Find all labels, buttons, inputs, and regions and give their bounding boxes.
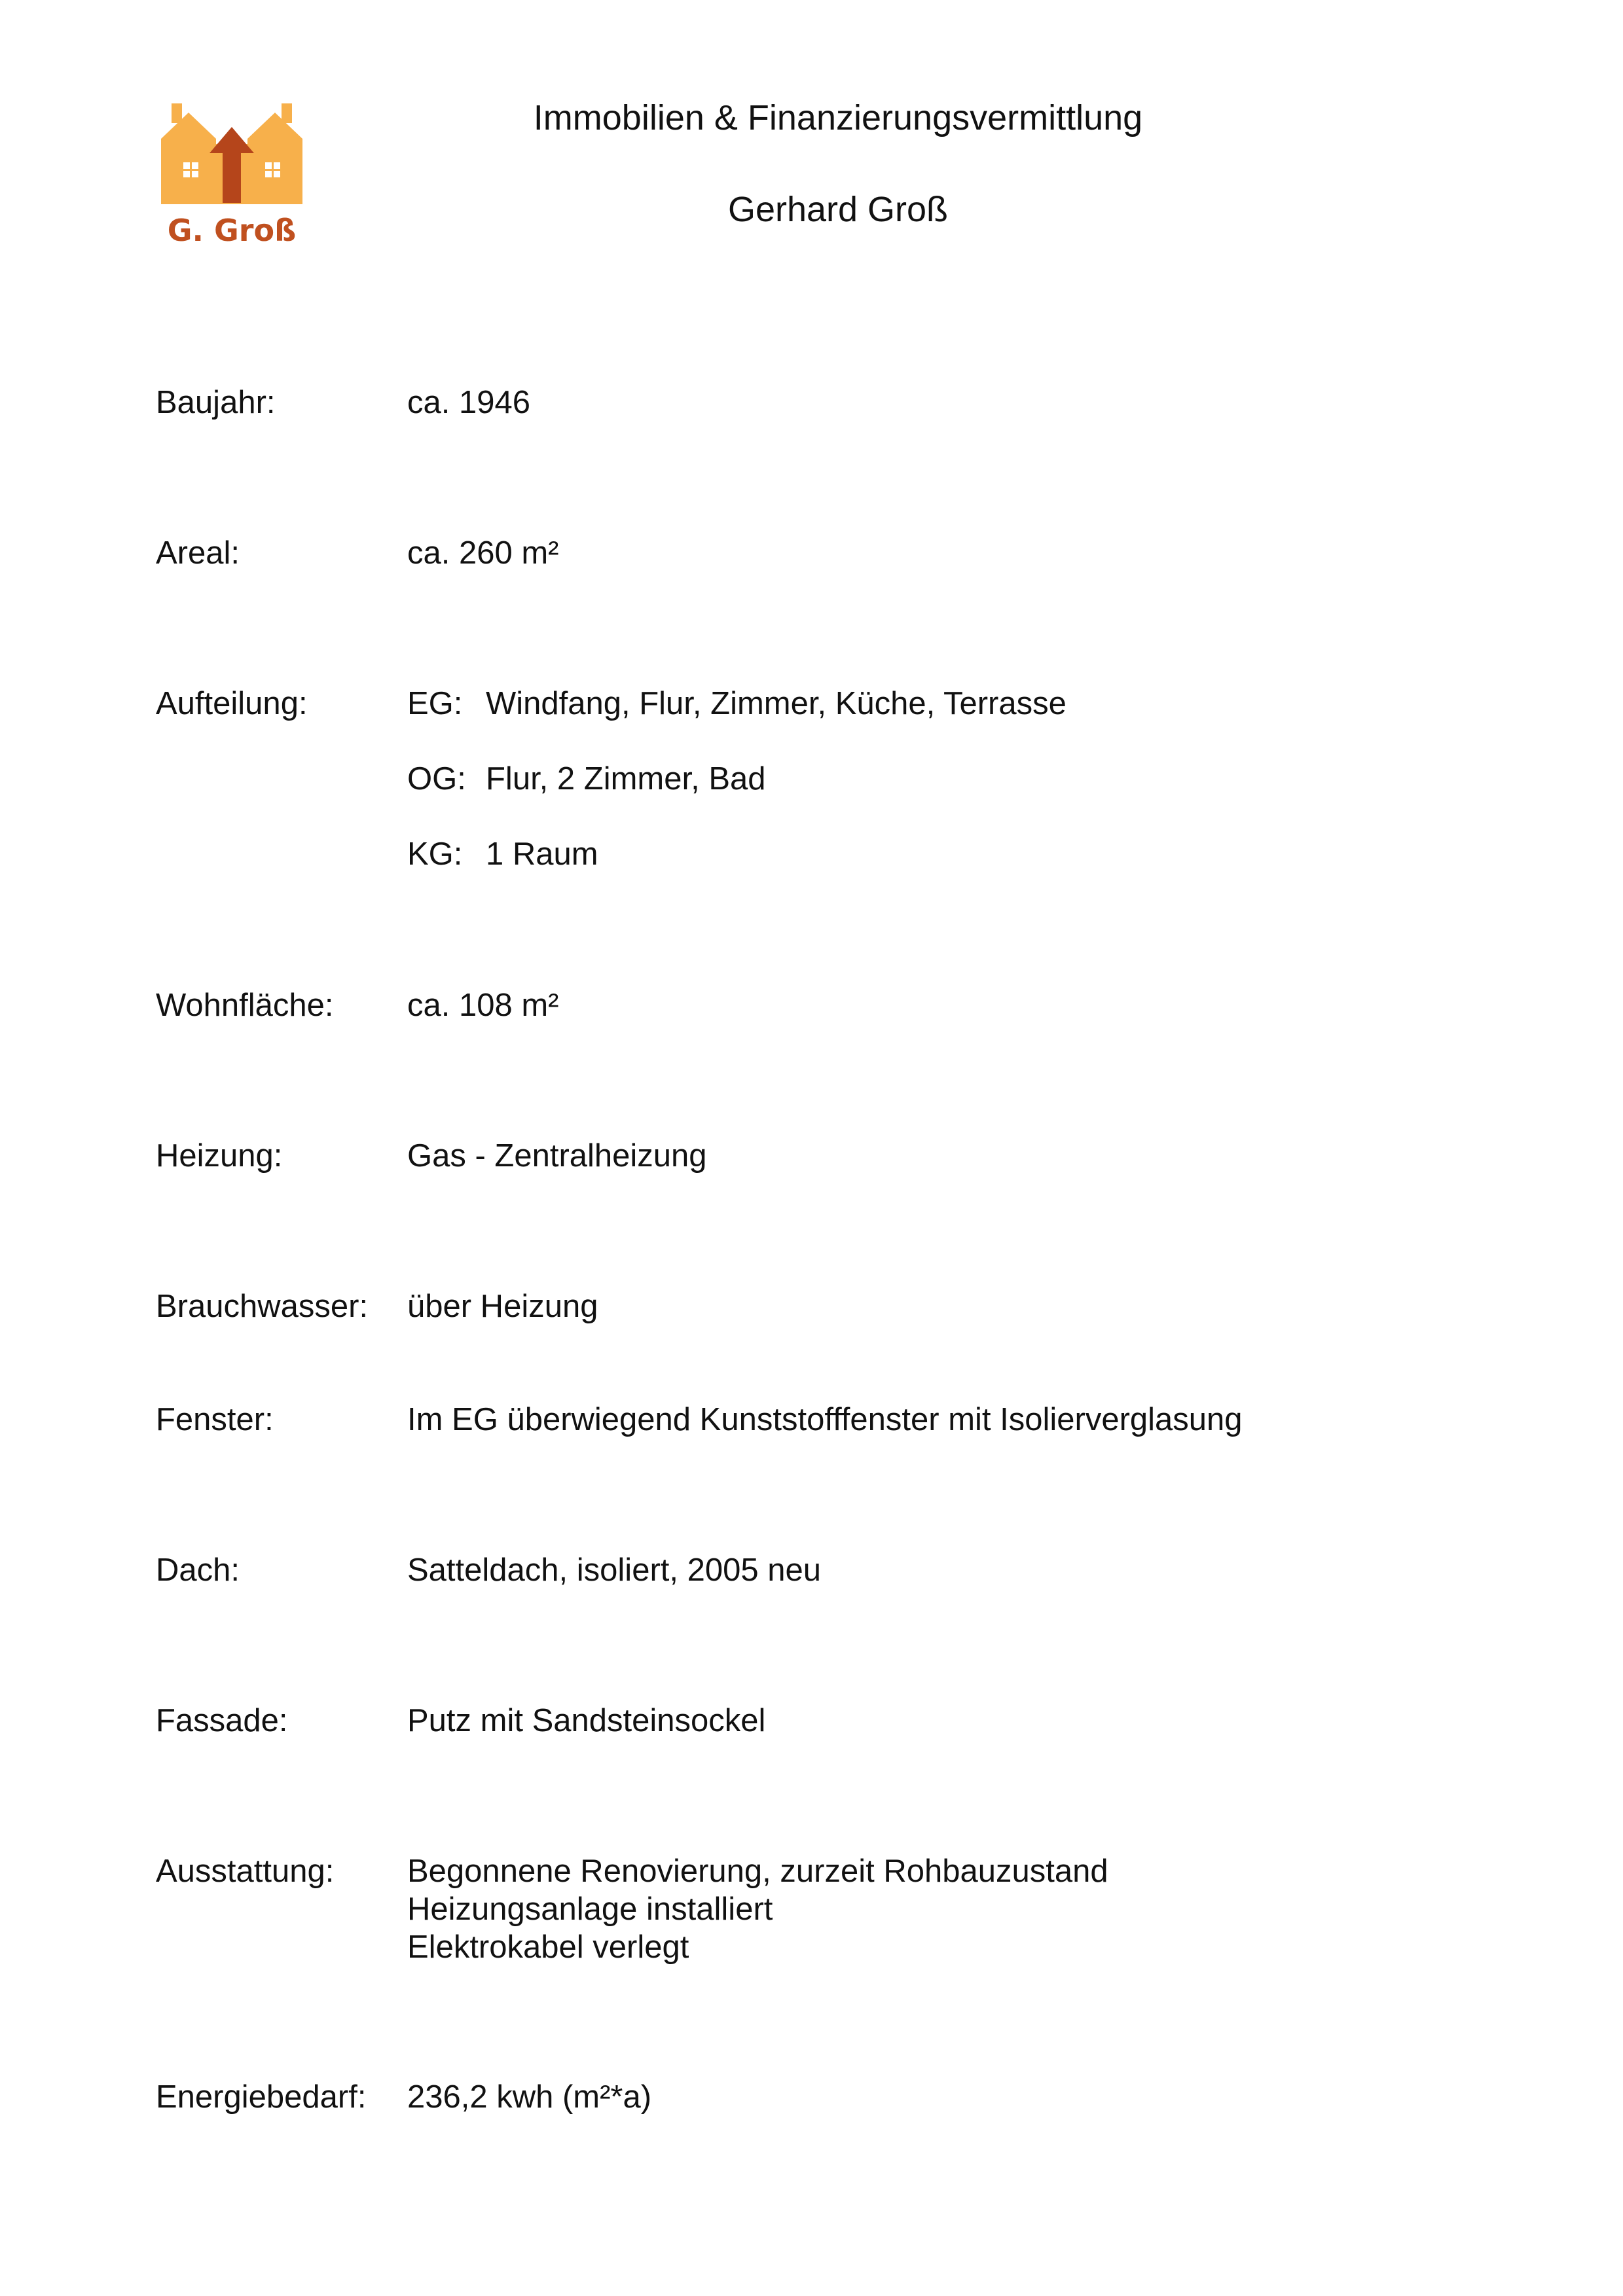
ausstattung-value (407, 1852, 1108, 1966)
ausstattung-line: Heizungsanlage installiert (407, 1892, 773, 1927)
dach-value: Satteldach, isoliert, 2005 neu (407, 1552, 821, 1588)
ausstattung-line: Begonnene Renovierung, zurzeit Rohbauzustand (407, 1854, 1108, 1889)
aufteilung-prefix: KG: (407, 836, 463, 872)
ausstattung-line: Elektrokabel verlegt (407, 1929, 689, 1965)
wohnflaeche-label: Wohnfläche: (156, 988, 334, 1023)
areal-label: Areal: (156, 535, 240, 571)
areal-value: ca. 260 m² (407, 535, 559, 571)
heizung-label: Heizung: (156, 1138, 283, 1174)
ausstattung-label: Ausstattung: (156, 1854, 335, 1889)
brauchwasser-value: über Heizung (407, 1289, 598, 1324)
company-logo (155, 98, 309, 253)
aufteilung-text: Flur, 2 Zimmer, Bad (486, 761, 766, 797)
company-title: Immobilien & Finanzierungsvermittlung (533, 98, 1143, 137)
aufteilung-label: Aufteilung: (156, 686, 308, 721)
baujahr-value: ca. 1946 (407, 385, 530, 420)
dach-label: Dach: (156, 1552, 240, 1588)
owner-name: Gerhard Groß (727, 190, 949, 229)
fassade-label: Fassade: (156, 1703, 288, 1738)
fassade-value: Putz mit Sandsteinsockel (407, 1703, 766, 1738)
aufteilung-row-eg (407, 685, 1067, 723)
aufteilung-text: 1 Raum (486, 836, 598, 872)
fenster-value: Im EG überwiegend Kunststofffenster mit Isolierverglasung (407, 1402, 1243, 1437)
wohnflaeche-value: ca. 108 m² (407, 988, 559, 1023)
aufteilung-prefix: EG: (407, 686, 463, 721)
logo-text: G. Groß (167, 213, 297, 248)
brauchwasser-label: Brauchwasser: (156, 1289, 369, 1324)
energiebedarf-value: 236,2 kwh (m²*a) (407, 2079, 652, 2115)
heizung-value: Gas - Zentralheizung (407, 1138, 707, 1174)
aufteilung-row-og (407, 760, 766, 798)
baujahr-label: Baujahr: (156, 385, 276, 420)
aufteilung-text: Windfang, Flur, Zimmer, Küche, Terrasse (486, 686, 1067, 721)
energiebedarf-label: Energiebedarf: (156, 2079, 367, 2115)
fenster-label: Fenster: (156, 1402, 274, 1437)
aufteilung-prefix: OG: (407, 761, 466, 797)
aufteilung-row-kg (407, 835, 598, 873)
